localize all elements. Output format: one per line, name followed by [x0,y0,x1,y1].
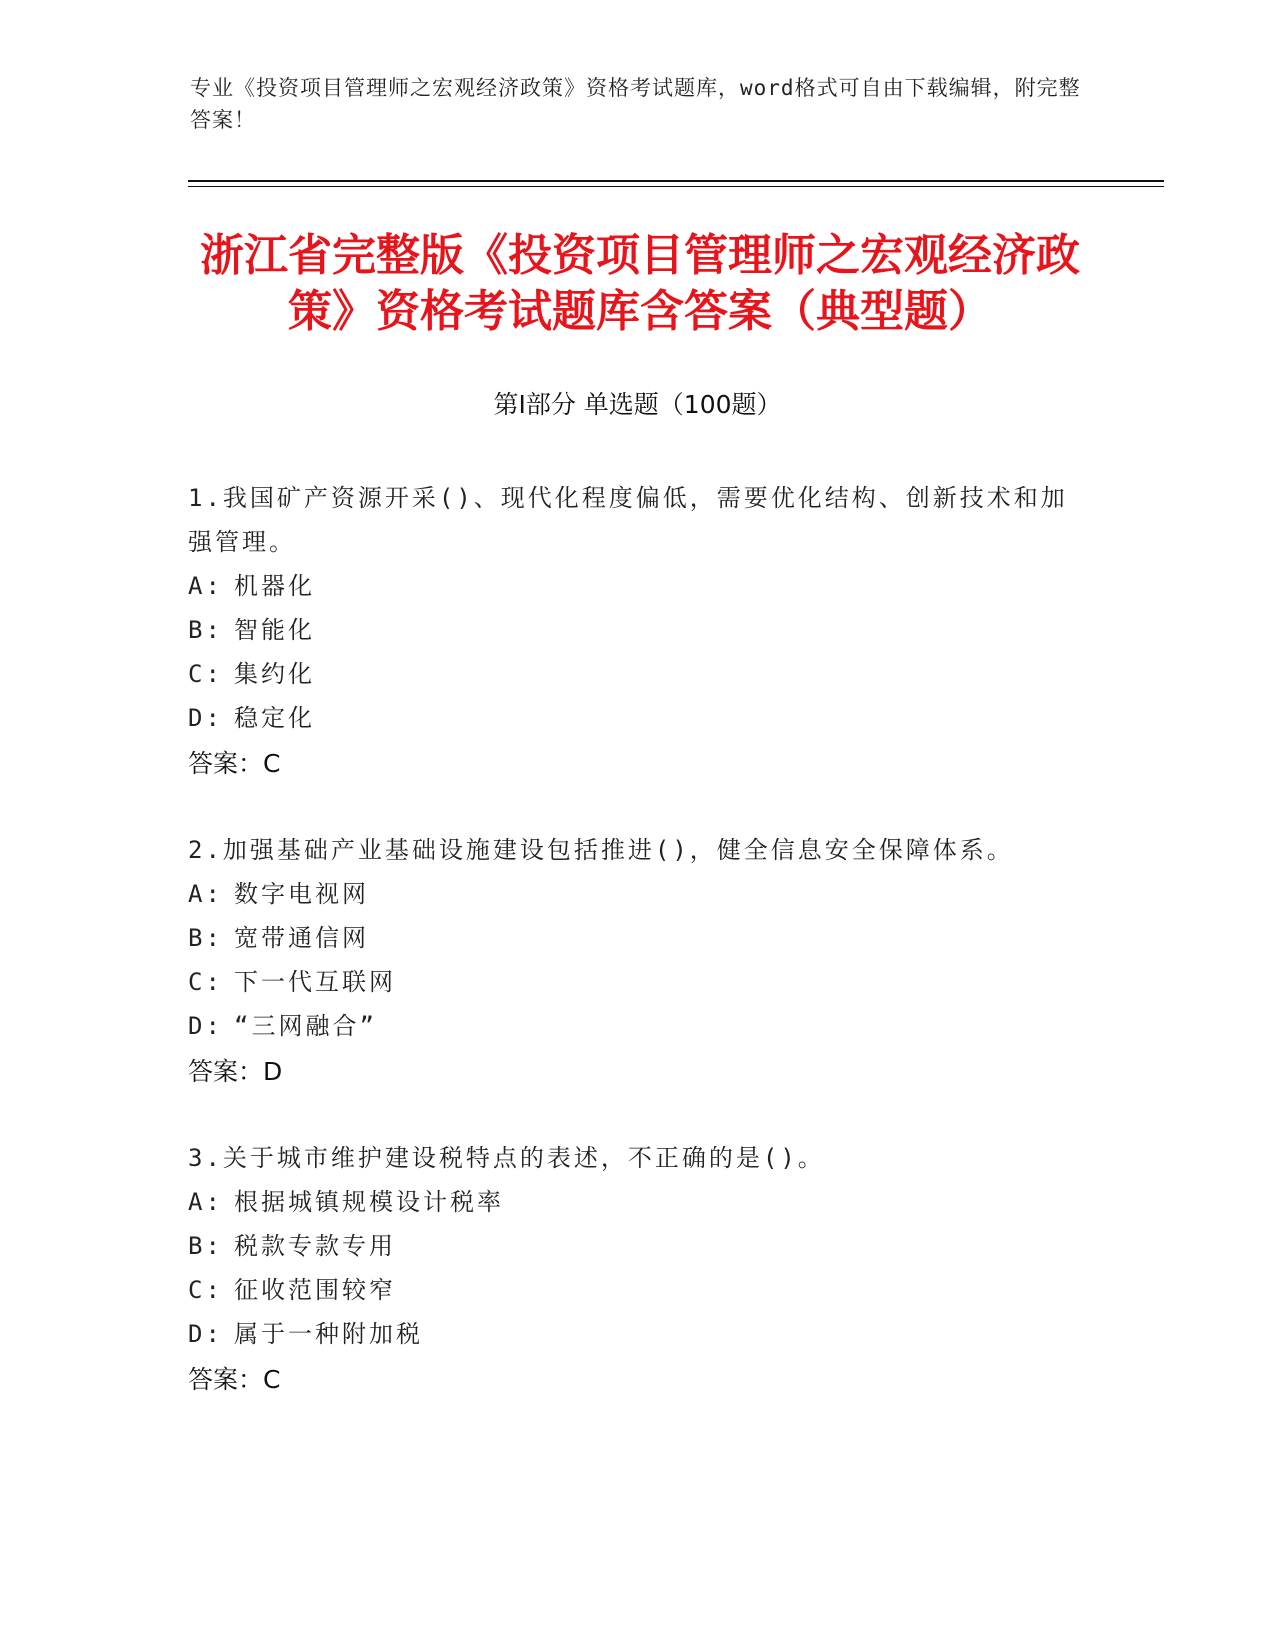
option-key: D: [188,1012,223,1040]
option-key: D: [188,704,223,732]
option-text: 稳定化 [234,704,315,732]
option-key: C: [188,1276,223,1304]
option-text: 机器化 [234,572,315,600]
header-divider-thin [188,186,1164,187]
option-d [188,1312,1088,1356]
option-text: 智能化 [234,616,315,644]
option-c [188,652,1088,696]
question-3 [188,1136,1088,1402]
option-a [188,564,1088,608]
option-d [188,696,1088,740]
header-note: 专业《投资项目管理师之宏观经济政策》资格考试题库，word格式可自由下载编辑，附完整答案！ [190,76,1081,132]
question-stem: 1.我国矿产资源开采()、现代化程度偏低，需要优化结构、创新技术和加强管理。 [188,484,1068,556]
option-a [188,872,1088,916]
option-key: A: [188,880,223,908]
question-list [188,476,1088,1444]
option-key: D: [188,1320,223,1348]
option-key: C: [188,660,223,688]
question-2 [188,828,1088,1094]
question-stem: 3.关于城市维护建设税特点的表述，不正确的是()。 [188,1144,825,1172]
option-b [188,1224,1088,1268]
question-1 [188,476,1088,786]
option-text: 根据城镇规模设计税率 [234,1188,504,1216]
option-key: A: [188,1188,223,1216]
section-title: 第Ⅰ部分 单选题（100题） [493,390,782,419]
option-text: 属于一种附加税 [234,1320,423,1348]
answer-line: 答案：C [188,749,281,778]
option-key: C: [188,968,223,996]
header-divider-thick [188,180,1164,182]
option-key: B: [188,924,223,952]
question-stem: 2.加强基础产业基础设施建设包括推进()，健全信息安全保障体系。 [188,836,1014,864]
option-a [188,1180,1088,1224]
option-key: A: [188,572,223,600]
answer-line: 答案：D [188,1057,283,1086]
option-key: B: [188,616,223,644]
option-b [188,916,1088,960]
option-d [188,1004,1088,1048]
option-c [188,960,1088,1004]
option-text: 数字电视网 [234,880,369,908]
option-text: 下一代互联网 [234,968,396,996]
option-b [188,608,1088,652]
option-text: 集约化 [234,660,315,688]
option-text: “三网融合” [234,1012,377,1040]
answer-line: 答案：C [188,1365,281,1394]
option-c [188,1268,1088,1312]
option-text: 宽带通信网 [234,924,369,952]
option-key: B: [188,1232,223,1260]
document-title: 浙江省完整版《投资项目管理师之宏观经济政策》资格考试题库含答案（典型题） [200,230,1080,337]
option-text: 征收范围较窄 [234,1276,396,1304]
option-text: 税款专款专用 [234,1232,396,1260]
